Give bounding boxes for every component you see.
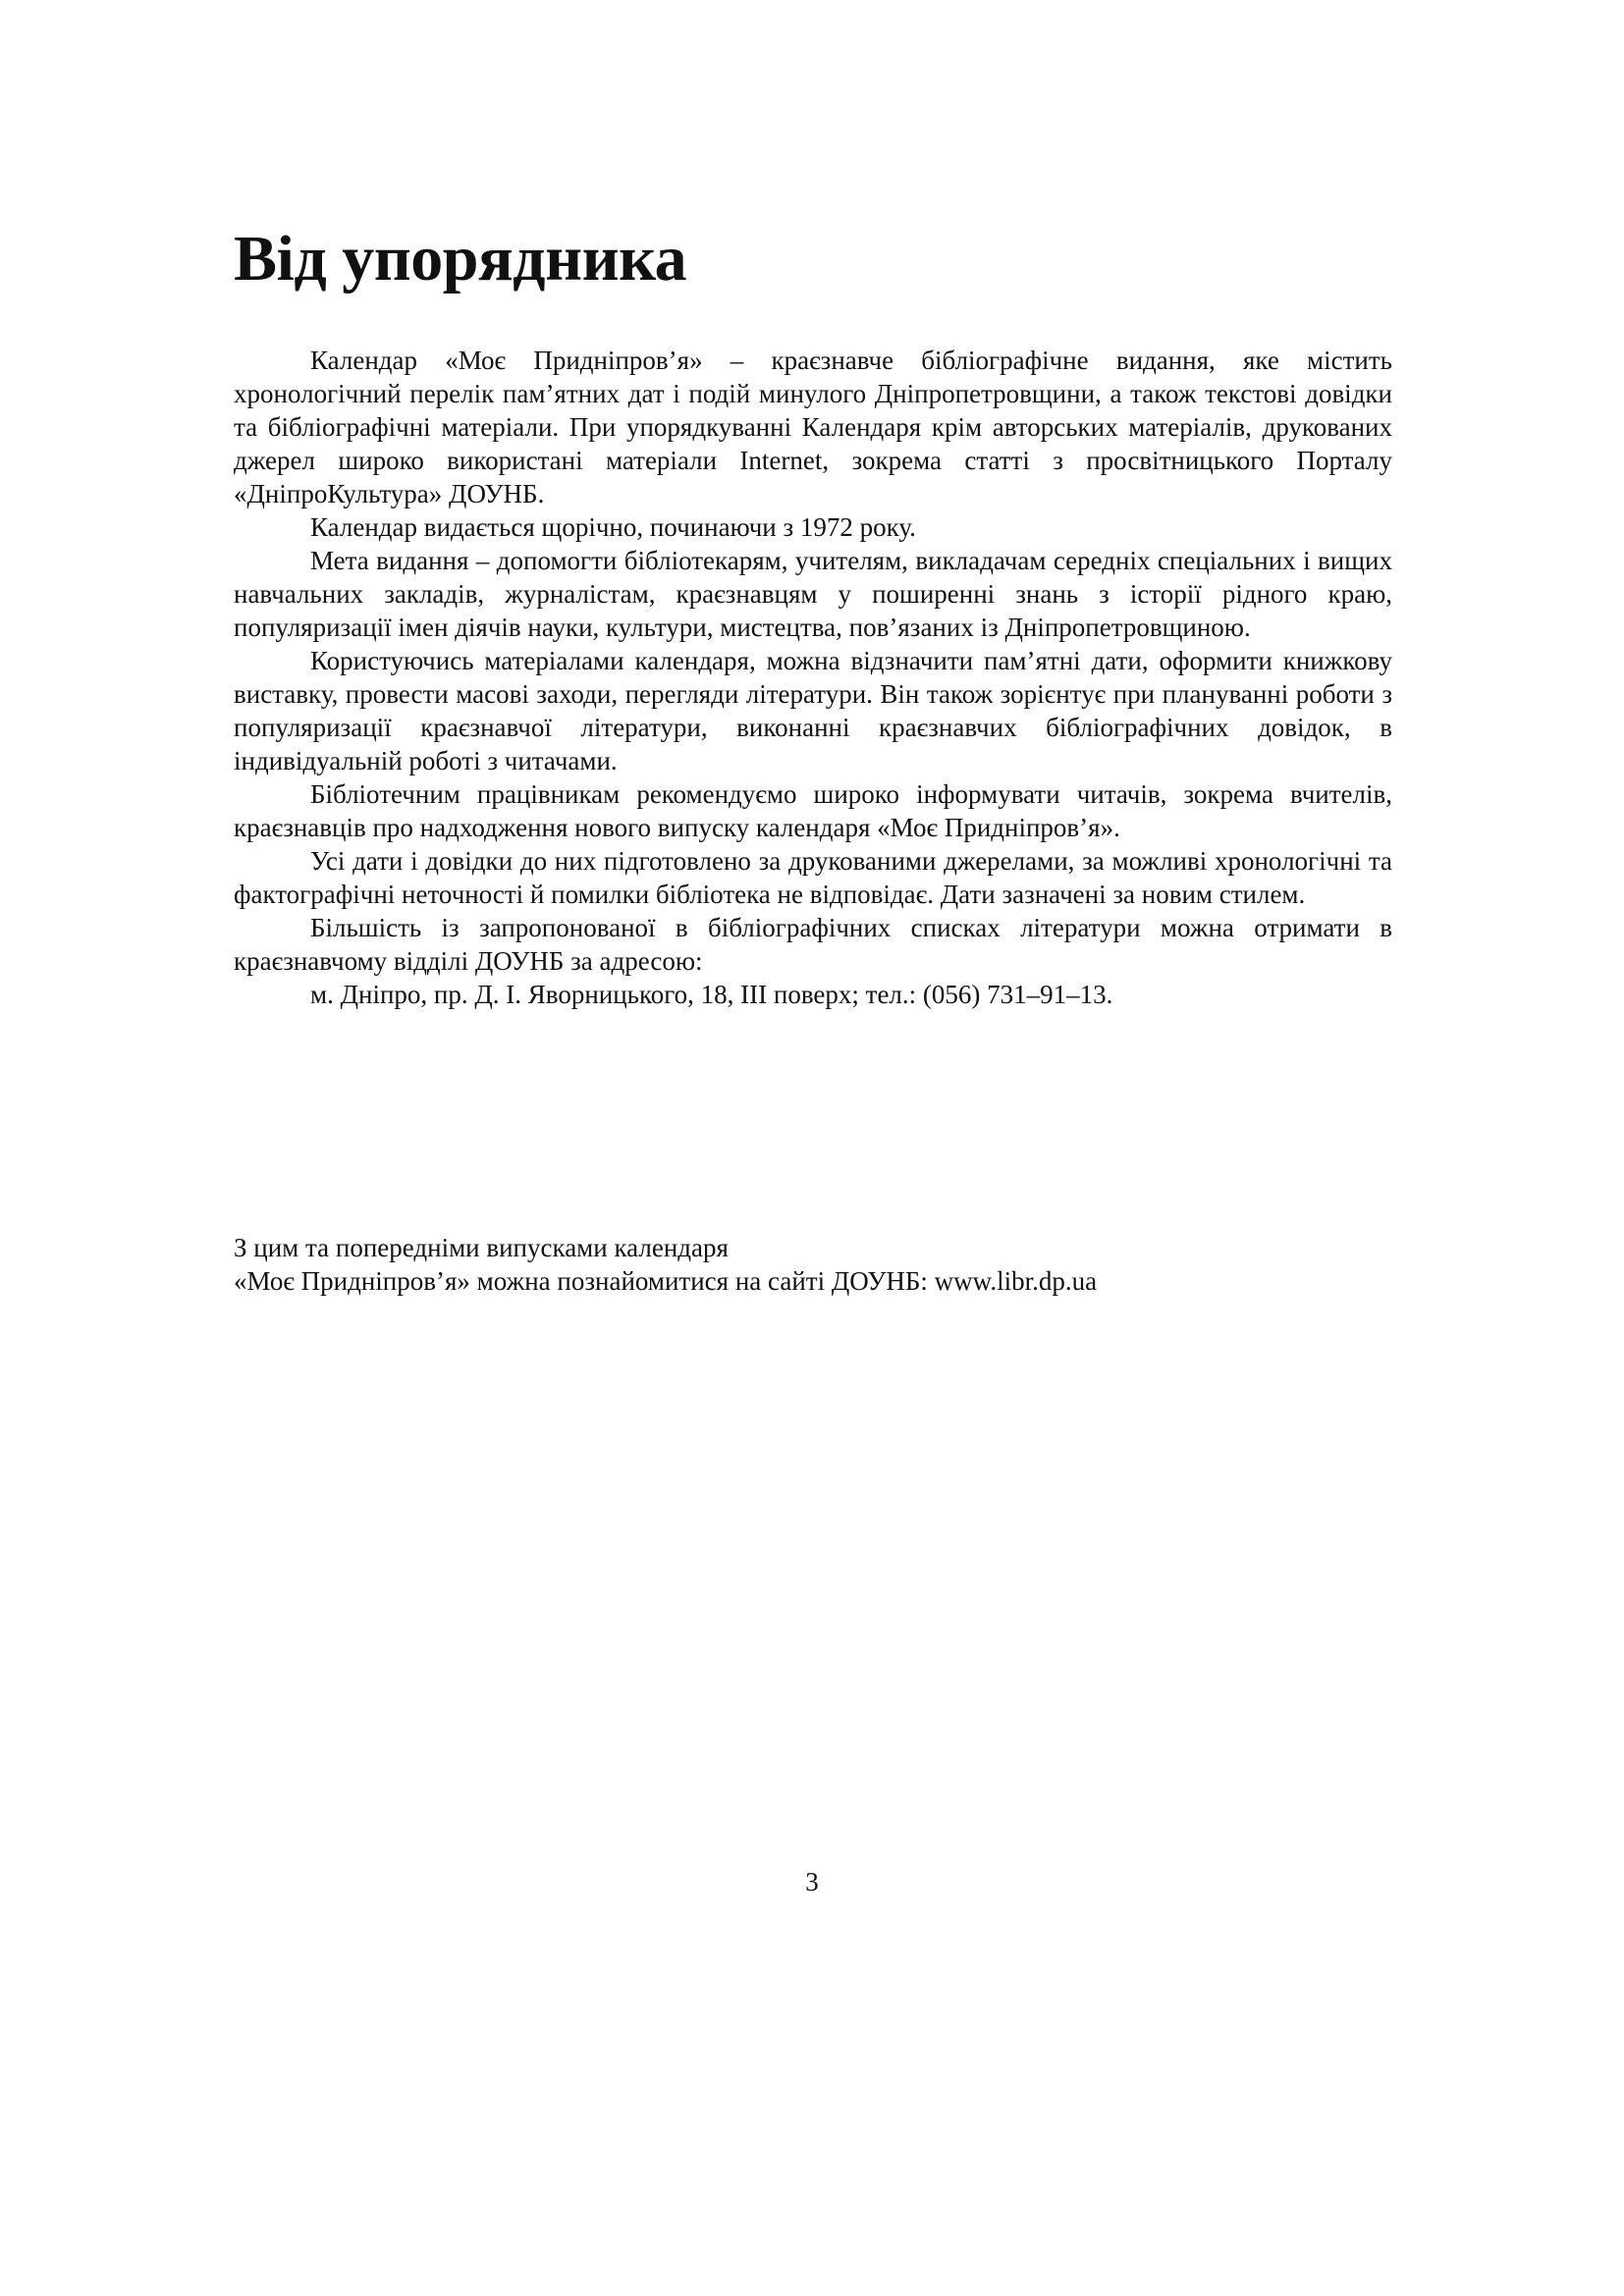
paragraph-purpose: Мета видання – допомогти бібліотекарям, учителям, викладачам середніх спеціальних і вищих навчальних закладів, журналістам, краєзнавцям у поширенні знань з історії рідного краю, популяризації імен діячів науки, культури, мистецтва, пов’язаних із Дніпропетровщиною.: [234, 546, 1392, 642]
website-note-line-1: З цим та попередніми випусками календаря: [234, 1233, 729, 1262]
website-note-line-2: «Моє Придніпров’я» можна познайомитися на сайті ДОУНБ: www.libr.dp.ua: [234, 1266, 1098, 1296]
paragraph-publication-frequency: Календар видається щорічно, починаючи з 1972 року.: [310, 512, 916, 542]
website-note: [234, 1231, 1392, 1298]
paragraph-disclaimer: Усі дати і довідки до них підготовлено за друкованими джерелами, за можливі хронологічні та фактографічні неточності й помилки бібліотека не відповідає. Дати зазначені за новим стилем.: [234, 846, 1392, 909]
page-number: 3: [805, 1867, 819, 1896]
page-title: Від упорядника: [234, 223, 687, 294]
paragraph-usage: Користуючись матеріалами календаря, можна відзначити пам’ятні дати, оформити книжкову виставку, провести масові заходи, перегляди літератури. Він також зорієнтує при плануванні роботи з популяризації краєзнавчої літератури, виконанні краєзнавчих бібліографічних довідок, в індивідуальній роботі з читачами.: [234, 646, 1392, 775]
paragraph-intro: Календар «Моє Придніпров’я» – краєзнавче бібліографічне видання, яке містить хронологічний перелік пам’ятних дат і подій минулого Дніпропетровщини, а також текстові довідки та бібліографічні матеріали. При упорядкуванні Календаря крім авторських матеріалів, друкованих джерел широко використані матеріали Internet, зокрема статті з просвітницького Порталу «ДніпроКультура» ДОУНБ.: [234, 346, 1392, 508]
address-line: м. Дніпро, пр. Д. І. Яворницького, 18, ІІІ поверх; тел.: (056) 731–91–13.: [310, 980, 1113, 1009]
paragraph-availability: Більшість із запропонованої в бібліографічних списках літератури можна отримати в краєзнавчому відділі ДОУНБ за адресою:: [234, 913, 1392, 976]
body-text: [234, 344, 1392, 1011]
paragraph-recommendation: Бібліотечним працівникам рекомендуємо широко інформувати читачів, зокрема вчителів, краєзнавців про надходження нового випуску календаря «Моє Придніпров’я».: [234, 779, 1392, 842]
